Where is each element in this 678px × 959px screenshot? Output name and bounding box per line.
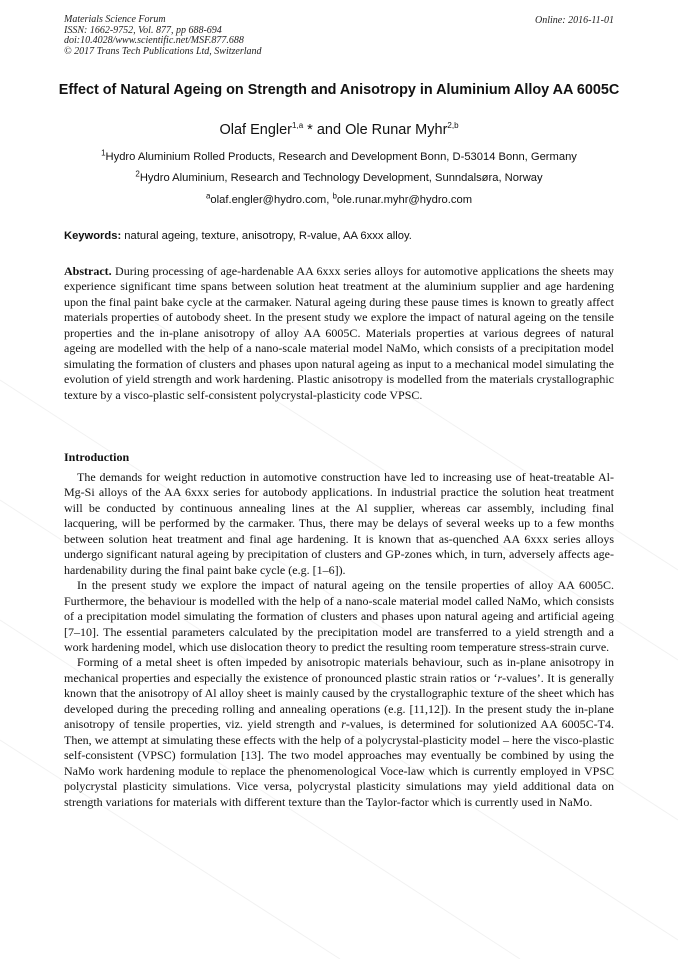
intro-p3-part-a: Forming of a metal sheet is often impeded by anisotropic materials behaviour, such as in-plane anisotropy in mechanical properties and especially the existence of pronounced plastic strain ratios or ‘ [64, 655, 614, 685]
author-line [0, 122, 678, 138]
paper-title: Effect of Natural Ageing on Strength and Anisotropy in Aluminium Alloy AA 6005C [58, 82, 620, 98]
intro-p3-r-symbol-1: r [497, 670, 503, 685]
email-line [0, 191, 678, 206]
affiliation-2-sup: 2 [135, 169, 140, 179]
affiliation-2-text: Hydro Aluminium, Research and Technology Development, Sunndalsøra, Norway [139, 172, 543, 184]
section-heading-introduction: Introduction [64, 450, 130, 464]
keywords-label: Keywords: [64, 230, 122, 242]
corresponding-mark: * [303, 122, 313, 138]
email-a-sup: a [205, 191, 211, 201]
affiliation-1 [0, 148, 678, 163]
intro-p3-r-symbol-2: r [341, 717, 346, 732]
affiliation-1-sup: 1 [101, 148, 106, 158]
author-2: Ole Runar Myhr [345, 122, 448, 138]
author-2-sup: 2,b [447, 121, 459, 131]
journal-name: Materials Science Forum [64, 14, 166, 25]
intro-paragraph-2: In the present study we explore the impact of natural ageing on the tensile properties of alloy AA 6005C. Furthermore, the behaviour is modelled with the help of a nano-scale material model called NaMo, which consists of a precipitation model simulating the formation of clusters and phases upon natural ageing and artificial ageing [7–10]. The essential parameters calculated by the precipitation model are transferred to a yield strength and a work hardening model, which use dislocation theory to predict the resulting room temperature stress-strain curve. [64, 578, 614, 654]
online-date: Online: 2016-11-01 [535, 15, 614, 26]
email-b[interactable]: ole.runar.myhr@hydro.com [336, 194, 473, 206]
abstract-label: Abstract. [64, 264, 112, 278]
intro-p3-part-b: -values’. It is generally known that the anisotropy of Al alloy sheet is mainly caused by the crystallographic texture of the sheet which has developed during the preceding rolling and annealing operations (e.g. [11,12]). In the present study the in-plane anisotropy of tensile properties, viz. yield strength and [64, 670, 614, 732]
author-1-sup: 1,a [292, 121, 304, 131]
email-a[interactable]: olaf.engler@hydro.com, [210, 194, 333, 206]
journal-header [64, 15, 262, 57]
author-and: and [312, 122, 346, 138]
intro-paragraph-1: The demands for weight reduction in automotive construction have led to increasing use of heat-treatable Al-Mg-Si alloys of the AA 6xxx series for autobody applications. In industrial practice the solution heat treatment will be conducted by continuous annealing lines at the Al supplier, whereas car assembly, including final lacquering, will be performed by the carmaker. Thus, there may be delays of several weeks up to a few months between solution heat treatment and final age hardening. It is known that as-quenched AA 6xxx series alloys undergo significant natural ageing by precipitation of clusters and GP-zones which, in turn, adversely affects age-hardenability during the final paint bake cycle (e.g. [1–6]). [64, 470, 614, 577]
keywords-text: natural ageing, texture, anisotropy, R-value, AA 6xxx alloy. [121, 230, 412, 242]
introduction-body [64, 470, 614, 810]
abstract-text: During processing of age-hardenable AA 6xxx series alloys for automotive applications the sheets may experience significant time spans between solution heat treatment at the aluminium supplier and age hardening upon the final paint bake cycle at the carmaker. Natural ageing during these pause times is known to greatly affect materials properties of autobody sheet. In the present study we explore the impact of natural ageing on the tensile properties and the in-plane anisotropy of alloy AA 6005C. Materials properties at various degrees of natural ageing are modelled with the help of a nano-scale material model NaMo, which consists of a precipitation model simulating the formation of clusters and phases upon natural ageing as input to a mechanical model simulating the evolution of yield strength and work hardening. Plastic anisotropy is modelled from the materials crystallographic texture by a visco-plastic self-consistent polycrystal-plasticity code VPSC. [64, 264, 614, 402]
affiliation-1-text: Hydro Aluminium Rolled Products, Research and Development Bonn, D-53014 Bonn, Germany [105, 151, 577, 163]
author-1: Olaf Engler [219, 122, 293, 138]
keywords [64, 230, 412, 242]
abstract [64, 264, 614, 403]
email-b-sup: b [332, 191, 337, 201]
intro-paragraph-3 [64, 655, 614, 810]
issn-line: ISSN: 1662-9752, Vol. 877, pp 688-694 [64, 24, 222, 36]
copyright-line: © 2017 Trans Tech Publications Ltd, Switzerland [64, 45, 262, 57]
intro-p3-part-c: -values, is determined for solutionized AA 6005C-T4. Then, we attempt at simulating these effects with the help of a polycrystal-plasticity model – here the visco-plastic self-consistent (VPSC) formulation [13]. The two model approaches may eventually be combined by using the NaMo work hardening module to replace the phenomenological Voce-law which is currently employed in VPSC polycrystal plasticity simulations. Vice versa, polycrystal plasticity simulations may yield additional data on strength variations for materials with different texture than the Taylor-factor which is currently used in NaMo. [64, 717, 614, 809]
doi-line: doi:10.4028/www.scientific.net/MSF.877.688 [64, 35, 244, 47]
affiliation-2 [0, 169, 678, 184]
